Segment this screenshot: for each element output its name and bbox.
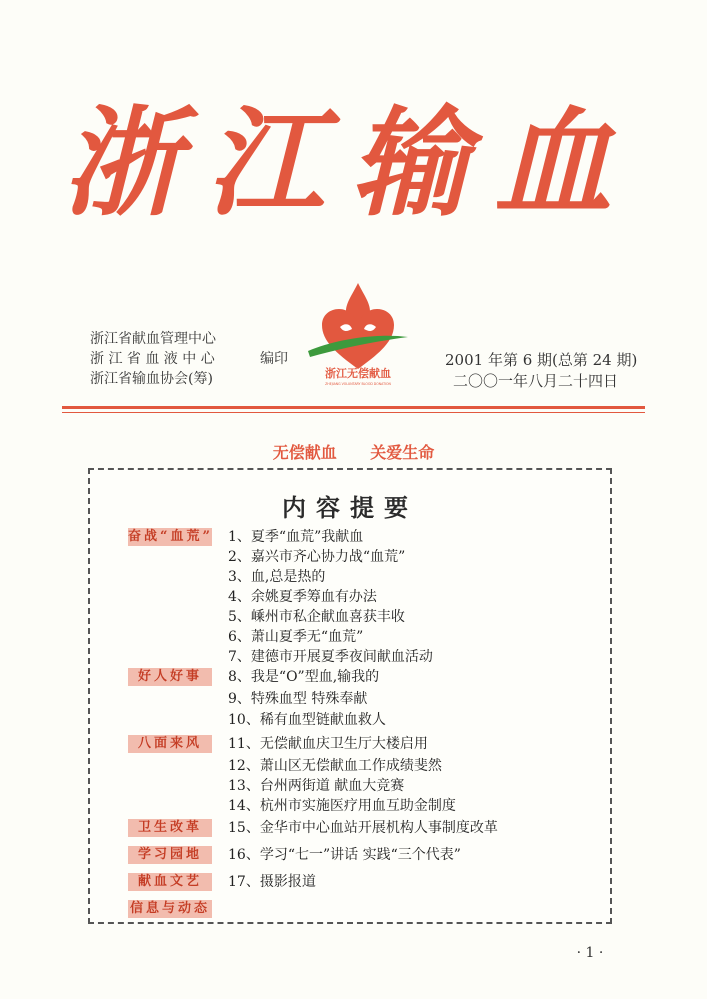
divider bbox=[62, 406, 645, 409]
contents-item[interactable]: 5、嵊州市私企献血喜获丰收 bbox=[228, 609, 405, 625]
contents-item[interactable]: 7、建德市开展夏季夜间献血活动 bbox=[228, 649, 433, 665]
masthead-title: 浙江输血 bbox=[62, 93, 639, 232]
section-tag: 好人好事 bbox=[128, 668, 212, 686]
contents-item[interactable]: 3、血,总是热的 bbox=[228, 569, 326, 585]
contents-item[interactable]: 14、杭州市实施医疗用血互助金制度 bbox=[228, 798, 456, 814]
page-number: · 1 · bbox=[576, 945, 604, 961]
contents-item[interactable]: 15、金华市中心血站开展机构人事制度改革 bbox=[228, 820, 498, 836]
divider bbox=[62, 412, 645, 413]
section-tag: 奋战“血荒” bbox=[128, 529, 213, 544]
contents-item[interactable]: 13、台州两街道 献血大竞赛 bbox=[228, 778, 405, 794]
slogan: 无偿献血 关爱生命 bbox=[272, 443, 435, 462]
contents-item[interactable]: 12、萧山区无偿献血工作成绩斐然 bbox=[228, 758, 442, 774]
issue-date: 二〇〇一年八月二十四日 bbox=[453, 372, 619, 390]
publisher-line: 浙江省献血管理中心 bbox=[90, 331, 216, 347]
contents-item[interactable]: 17、摄影报道 bbox=[228, 874, 316, 890]
section-tag: 卫生改革 bbox=[128, 819, 212, 837]
contents-item[interactable]: 4、余姚夏季筹血有办法 bbox=[228, 589, 377, 605]
issue-number: 2001 年第 6 期(总第 24 期) bbox=[445, 351, 638, 369]
contents-item[interactable]: 10、稀有血型链献血救人 bbox=[228, 712, 386, 728]
contents-item[interactable]: 8、我是“O”型血,输我的 bbox=[228, 669, 380, 685]
publisher-role: 编印 bbox=[260, 351, 288, 367]
contents-item[interactable]: 1、夏季“血荒”我献血 bbox=[228, 529, 364, 545]
logo-subtext: ZHEJIANG VOLUNTARY BLOOD DONATION bbox=[325, 382, 391, 386]
contents-item[interactable]: 2、嘉兴市齐心协力战“血荒” bbox=[228, 549, 406, 565]
contents-item[interactable]: 6、萧山夏季无“血荒” bbox=[228, 629, 364, 645]
section-tag: 八面来风 bbox=[128, 735, 212, 753]
section-tag: 信息与动态 bbox=[129, 901, 210, 916]
issue-info bbox=[445, 350, 645, 392]
publisher-line: 浙 江 省 血 液 中 心 bbox=[90, 351, 215, 367]
masthead bbox=[62, 88, 652, 258]
contents-item[interactable]: 11、无偿献血庆卫生厅大楼启用 bbox=[228, 736, 428, 752]
section-tag: 献血文艺 bbox=[128, 873, 212, 891]
contents-title: 内容提要 bbox=[282, 493, 418, 522]
publishers bbox=[90, 329, 320, 389]
publisher-line: 浙江省输血协会(筹) bbox=[90, 371, 213, 387]
contents-item[interactable]: 9、特殊血型 特殊奉献 bbox=[228, 691, 368, 707]
logo-text: 浙江无偿献血 bbox=[325, 367, 391, 380]
contents-item[interactable]: 16、学习“七一”讲话 实践“三个代表” bbox=[228, 847, 461, 863]
section-tag: 学习园地 bbox=[128, 846, 212, 864]
blood-donation-logo bbox=[306, 277, 410, 387]
